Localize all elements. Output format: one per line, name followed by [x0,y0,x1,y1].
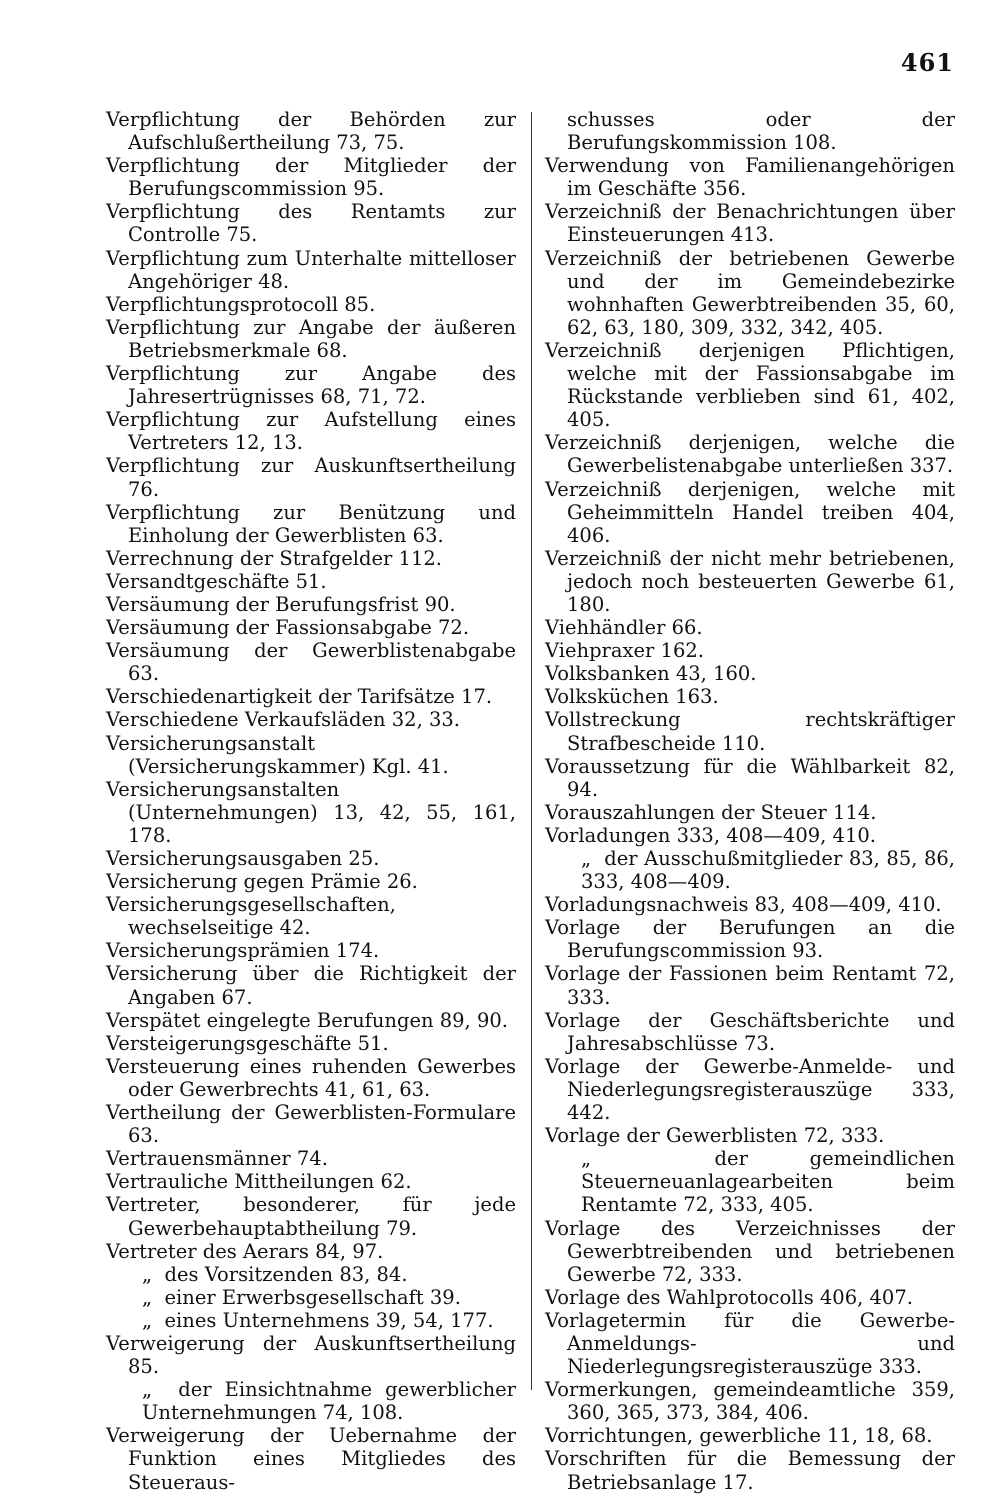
index-entry: Versicherungsanstalt (Versicherungskammer) Kgl. 41. [106,731,449,778]
index-entry: Verpflichtung zum Unterhalte mittelloser Angehöriger 48. [106,246,516,293]
index-entry: Vorrichtungen, gewerbliche 11, 18, 68. [545,1424,933,1448]
index-entry: Verzeichniß derjenigen, welche die Gewerbelistenabgabe unterließen 337. [545,431,955,478]
index-entry: Versandtgeschäfte 51. [106,569,327,593]
index-subentry: „ einer Erwerbsgesellschaft 39. [106,1286,516,1309]
index-entry: Vertheilung der Gewerblisten-Formulare 63. [106,1101,516,1148]
index-entry: Vollstreckung rechtskräftiger Strafbescheide 110. [545,708,955,755]
index-entry: Verpflichtungsprotocoll 85. [106,292,376,316]
index-entry: Verweigerung der Uebernahme der Funktion eines Mitgliedes des Steueraus- [106,1424,516,1494]
index-entry: Vorlage der Berufungen an die Berufungscommission 93. [545,916,955,963]
index-entry: Verpflichtung zur Angabe des Jahresertrügnisses 68, 71, 72. [106,362,516,409]
index-subentry: „ der Einsichtnahme gewerblicher Unternehmungen 74, 108. [106,1378,516,1424]
index-entry: Verpflichtung des Rentamts zur Controlle 75. [106,200,516,247]
index-entry: Viehpraxer 162. [545,639,704,663]
index-entry: Verpflichtung zur Aufstellung eines Vertreters 12, 13. [106,408,516,455]
index-entry: Vorauszahlungen der Steuer 114. [545,800,877,824]
index-subentry: „ eines Unternehmens 39, 54, 177. [106,1309,516,1332]
index-entry: Vertrauensmänner 74. [106,1147,328,1171]
index-entry: Verpflichtung zur Benützung und Einholung der Gewerblisten 63. [106,500,516,547]
index-entry: Verzeichniß der betriebenen Gewerbe und der im Gemeindebezirke wohnhaften Gewerbtreibenden 35, 60, 62, 63, 180, 309, 332, 342, 405. [545,246,955,339]
index-entry: Versäumung der Berufungsfrist 90. [106,592,456,616]
page-number: 461 [900,48,954,77]
index-entry: Versäumung der Fassionsabgabe 72. [106,616,470,640]
index-entry: Versicherungsanstalten (Unternehmungen) 13, 42, 55, 161, 178. [106,777,516,847]
index-entry: Vorlage der Gewerblisten 72, 333. [545,1124,885,1148]
index-entry: Versicherung gegen Prämie 26. [106,870,418,894]
index-entry: Volksküchen 163. [545,685,719,709]
index-entry: Verpflichtung der Mitglieder der Berufungscommission 95. [106,154,516,201]
index-entry: Vorlage des Verzeichnisses der Gewerbtreibenden und betriebenen Gewerbe 72, 333. [545,1216,955,1286]
index-entry: Viehhändler 66. [545,616,703,640]
index-entry: Versicherungsgesellschaften, wechselseitige 42. [106,893,396,940]
index-entry: Voraussetzung für die Wählbarkeit 82, 94. [545,754,955,801]
index-entry: Volksbanken 43, 160. [545,662,757,686]
index-entry: Vorlage des Wahlprotocolls 406, 407. [545,1285,913,1309]
index-entry: Verzeichniß der nicht mehr betriebenen, jedoch noch besteuerten Gewerbe 61, 180. [545,546,955,616]
index-subentry: „ des Vorsitzenden 83, 84. [106,1263,516,1286]
index-column-right [545,108,955,1494]
index-entry: Verzeichniß derjenigen Pflichtigen, welche mit der Fassionsabgabe im Rückstande verblieben sind 61, 402, 405. [545,338,955,432]
index-entry: Verzeichniß der Benachrichtungen über Einsteuerungen 413. [545,200,955,247]
index-entry: schusses oder der Berufungskommission 108. [567,108,955,155]
index-entry: Vertreter des Aerars 84, 97. [106,1239,384,1263]
index-entry: Vorlagetermin für die Gewerbe-Anmeldungs- und Niederlegungsregisterauszüge 333. [545,1308,955,1379]
index-entry: Vormerkungen, gemeindeamtliche 359, 360, 365, 373, 384, 406. [545,1378,955,1425]
index-entry: Versicherungsausgaben 25. [106,847,380,870]
index-entry: Vorladungen 333, 408—409, 410. [545,823,876,847]
index-entry: Vorladungsnachweis 83, 408—409, 410. [545,893,942,917]
index-entry: Vorlage der Fassionen beim Rentamt 72, 333. [545,962,955,1009]
index-entry: Vorlage der Geschäftsberichte und Jahresabschlüsse 73. [545,1008,955,1055]
index-entry: Versteigerungsgeschäfte 51. [106,1031,389,1055]
index-entry: Verspätet eingelegte Berufungen 89, 90. [106,1008,508,1032]
index-entry: Vertreter, besonderer, für jede Gewerbehauptabtheilung 79. [106,1193,516,1240]
index-entry: Verpflichtung zur Angabe der äußeren Betriebsmerkmale 68. [106,315,516,362]
index-entry: Verrechnung der Strafgelder 112. [106,546,442,570]
index-entry: Versteuerung eines ruhenden Gewerbes oder Gewerbrechts 41, 61, 63. [106,1054,516,1101]
index-entry: Versicherung über die Richtigkeit der Angaben 67. [106,962,516,1009]
index-subentry: „ der Ausschußmitglieder 83, 85, 86, 333, 408—409. [545,847,955,893]
index-subentry: „ der gemeindlichen Steuerneuanlagearbeiten beim Rentamte 72, 333, 405. [545,1147,955,1216]
index-column-left [106,108,516,1494]
index-entry: Verschiedene Verkaufsläden 32, 33. [106,708,460,732]
column-divider [531,112,532,1390]
index-entry: Versicherungsprämien 174. [106,939,380,963]
index-entry: Verschiedenartigkeit der Tarifsätze 17. [106,685,493,709]
index-entry: Verpflichtung zur Auskunftsertheilung 76. [106,454,516,501]
index-entry: Verpflichtung der Behörden zur Aufschlußertheilung 73, 75. [106,108,516,155]
index-entry: Vorschriften für die Bemessung der Betriebsanlage 17. [545,1447,955,1494]
index-entry: Vorlage der Gewerbe-Anmelde- und Niederlegungsregisterauszüge 333, 442. [545,1054,955,1125]
index-entry: Vertrauliche Mittheilungen 62. [106,1170,412,1194]
index-entry: Verzeichniß derjenigen, welche mit Geheimmitteln Handel treiben 404, 406. [545,477,955,547]
index-entry: Verwendung von Familienangehörigen im Geschäfte 356. [545,154,955,201]
index-entry: Versäumung der Gewerblistenabgabe 63. [106,639,516,686]
index-entry: Verweigerung der Auskunftsertheilung 85. [106,1331,516,1379]
